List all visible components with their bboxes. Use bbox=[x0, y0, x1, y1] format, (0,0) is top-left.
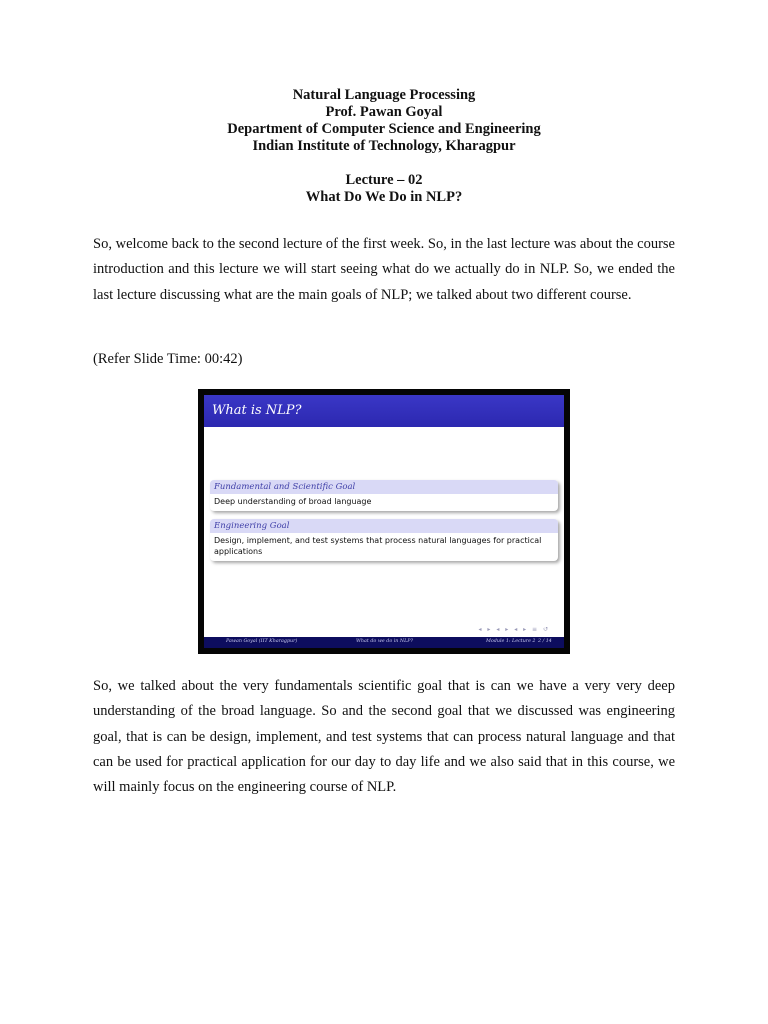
slide-navigation-icons: ◂ ▸ ◂ ▸ ◂ ▸ ≡ ↺ bbox=[478, 626, 550, 633]
block-heading: Engineering Goal bbox=[210, 519, 558, 533]
slide-title: What is NLP? bbox=[212, 403, 302, 418]
slide-canvas bbox=[204, 395, 564, 648]
slide-image bbox=[198, 389, 570, 654]
engineering-goal-block bbox=[210, 519, 558, 561]
slide-footer bbox=[204, 637, 564, 648]
followup-paragraph: So, we talked about the very fundamentals scientific goal that is can we have a very very deep understanding of the broad language. So and the second goal that we discussed was engineering goal, that is can be design, implement, and test systems that can process natural language and that can be used for practical application for our day to day life and we also said that in this course, we will mainly focus on the engineering course of NLP. bbox=[93, 678, 675, 796]
department-name: Department of Computer Science and Engineering bbox=[227, 121, 541, 137]
footer-page: 2 / 14 bbox=[538, 639, 552, 644]
professor-name: Prof. Pawan Goyal bbox=[325, 104, 443, 120]
institute-name: Indian Institute of Technology, Kharagpur bbox=[252, 138, 516, 154]
footer-topic: What do we do in NLP? bbox=[356, 639, 414, 644]
footer-author: Pawan Goyal (IIT Kharagpur) bbox=[226, 639, 298, 644]
intro-paragraph: So, welcome back to the second lecture of the first week. So, in the last lecture was about the course introduction and this lecture we will start seeing what do we actually do in NLP. So, we ended the last lecture discussing what are the main goals of NLP; we talked about two different course. bbox=[93, 236, 675, 303]
slide-title-bar bbox=[204, 395, 564, 427]
lecture-number: Lecture – 02 bbox=[345, 172, 423, 188]
header-gap bbox=[0, 155, 768, 172]
block-body: Design, implement, and test systems that process natural languages for practical applications bbox=[214, 536, 542, 556]
slide-time-reference: (Refer Slide Time: 00:42) bbox=[93, 351, 243, 367]
document-header bbox=[0, 87, 768, 206]
lecture-title: What Do We Do in NLP? bbox=[305, 189, 463, 205]
block-body: Deep understanding of broad language bbox=[214, 497, 372, 506]
footer-module: Module 1: Lecture 2 bbox=[486, 639, 536, 644]
scientific-goal-block bbox=[210, 480, 558, 511]
course-title: Natural Language Processing bbox=[292, 87, 476, 103]
block-heading: Fundamental and Scientific Goal bbox=[210, 480, 558, 494]
